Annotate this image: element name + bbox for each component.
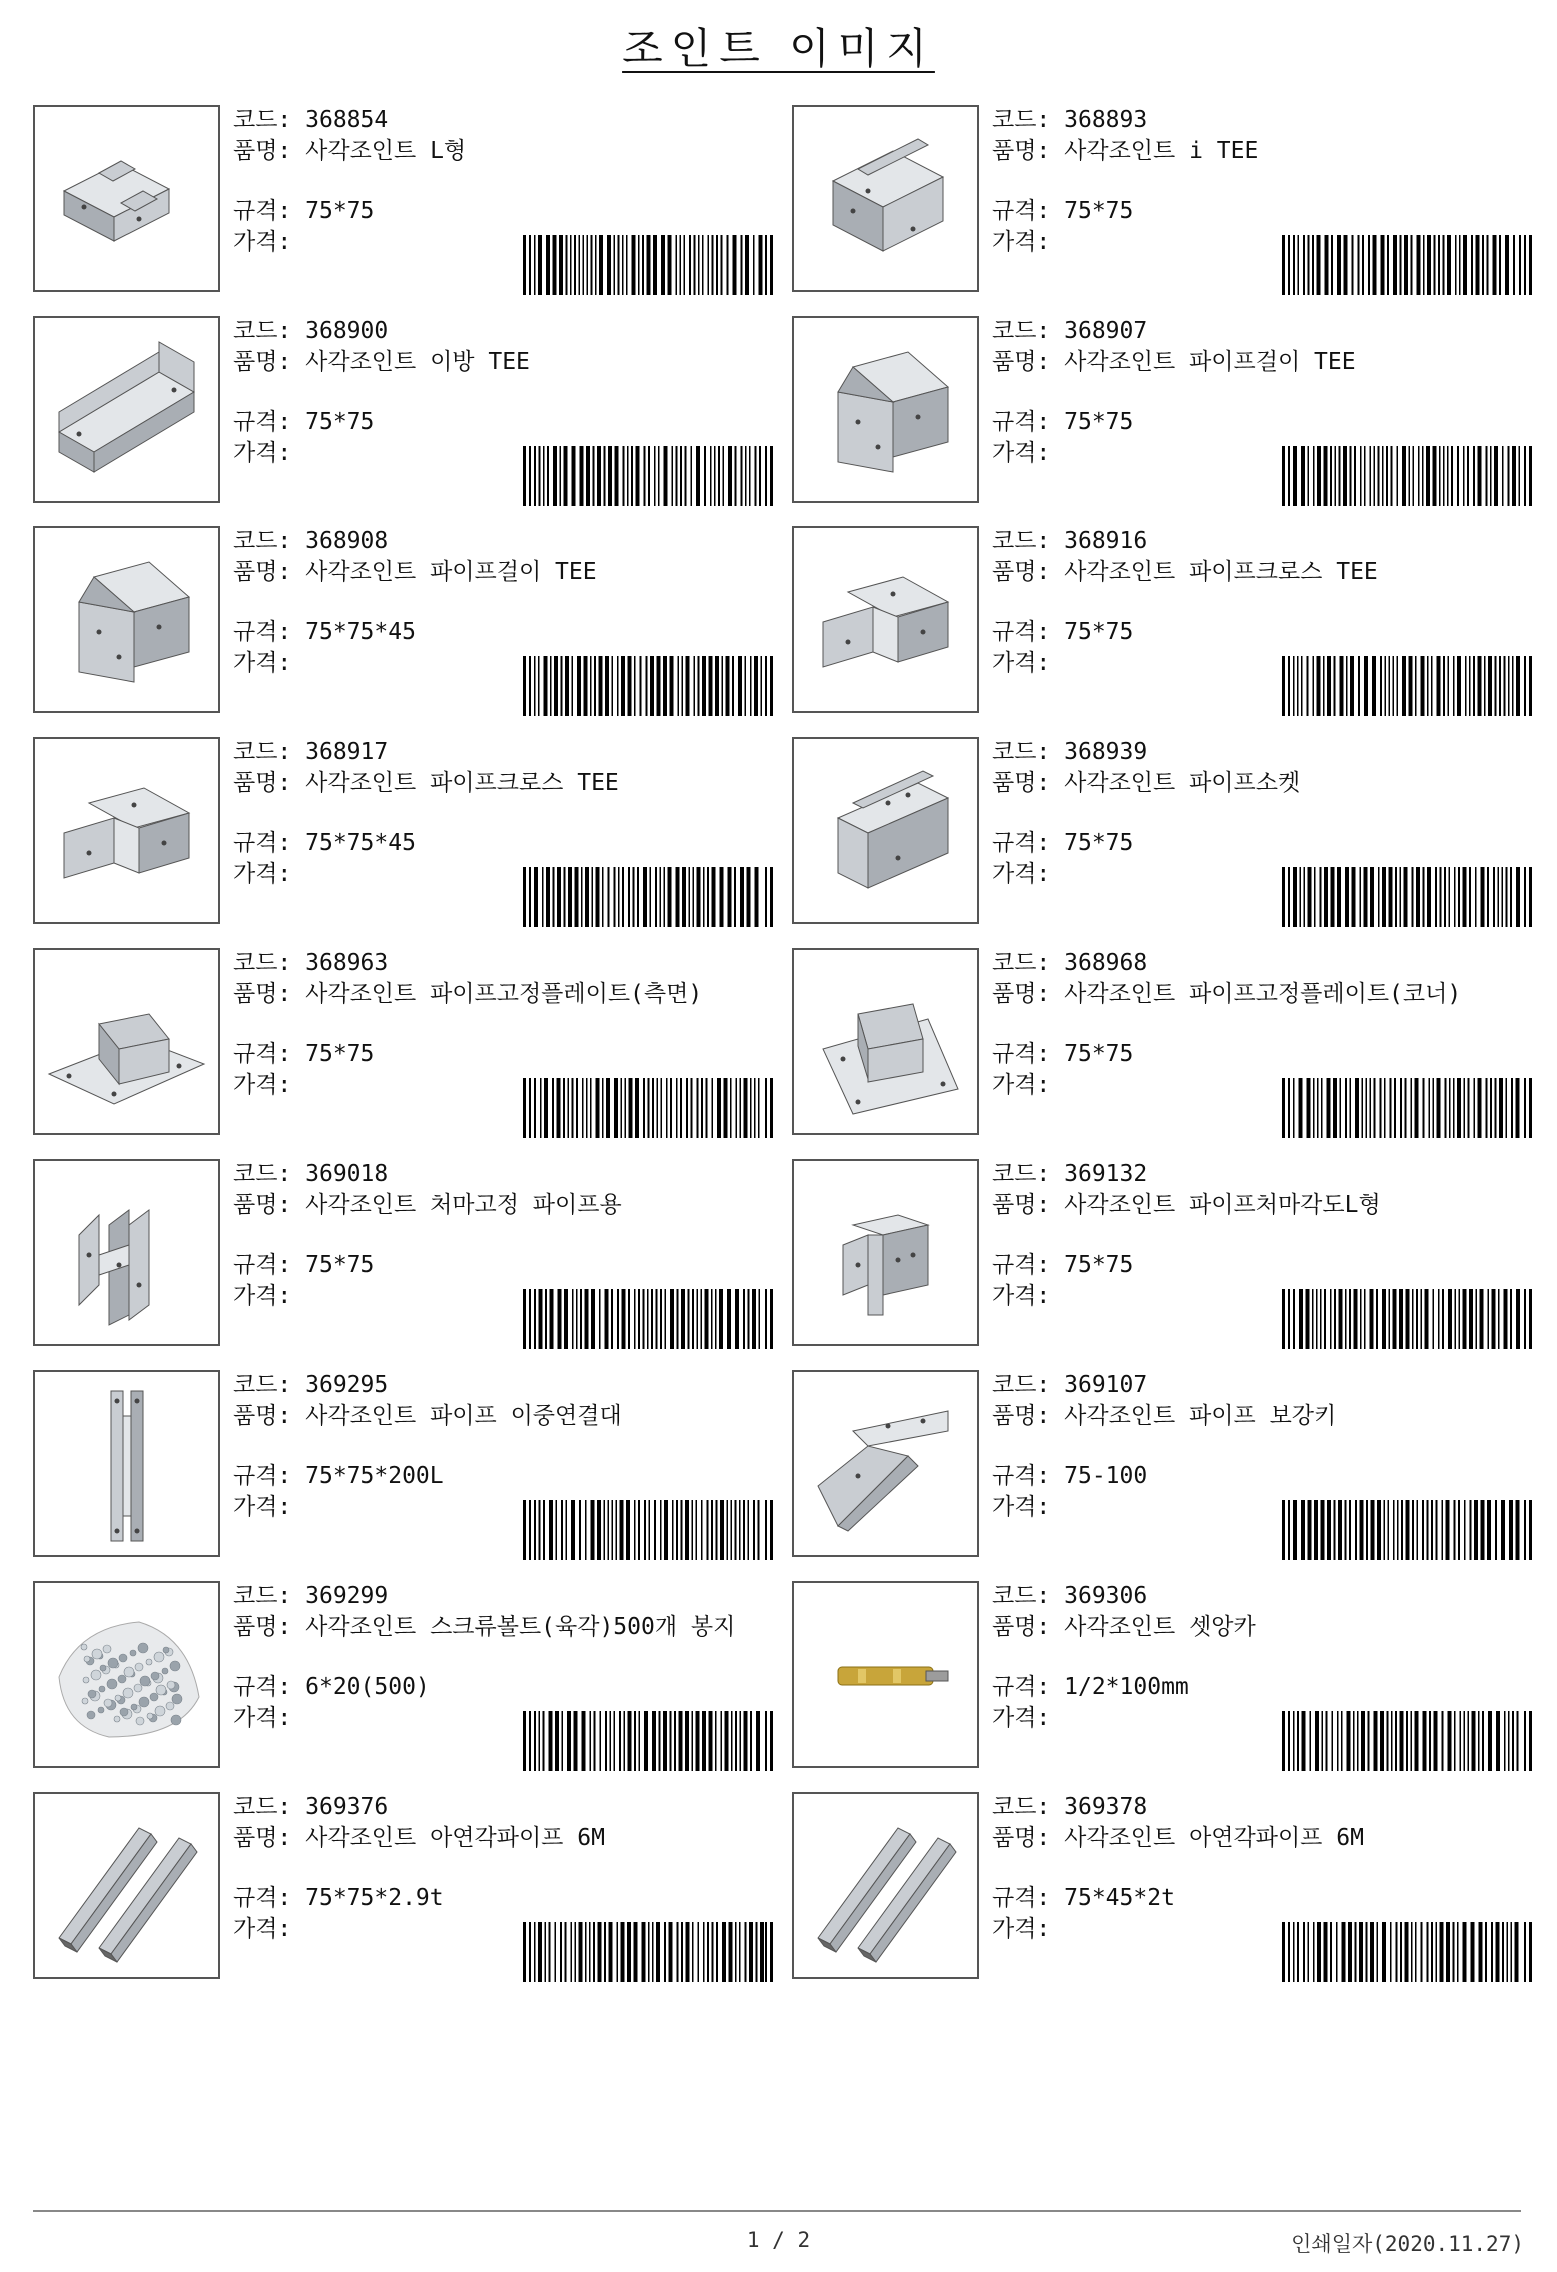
product-card bbox=[792, 526, 1532, 716]
set-anchor-illustration bbox=[798, 1587, 973, 1762]
product-price: 가격: bbox=[992, 1283, 1051, 1309]
product-image bbox=[792, 105, 979, 292]
product-card bbox=[792, 1159, 1532, 1349]
product-card bbox=[33, 1792, 773, 1982]
product-name: 품명: 사각조인트 파이프고정플레이트(측면) bbox=[233, 981, 703, 1007]
eaves-angle-bracket-illustration bbox=[798, 1165, 973, 1340]
product-spec: 규격: 75*75*200L bbox=[233, 1463, 444, 1489]
fixing-plate-side-illustration bbox=[39, 954, 214, 1129]
product-name: 품명: 사각조인트 이방 TEE bbox=[233, 349, 530, 375]
product-code: 코드: 368939 bbox=[992, 739, 1148, 765]
product-image bbox=[792, 526, 979, 713]
pipe-cross-tee-joint-illustration bbox=[798, 532, 973, 707]
product-code: 코드: 369107 bbox=[992, 1372, 1148, 1398]
product-code: 코드: 368917 bbox=[233, 739, 389, 765]
screw-bolt-bag-illustration bbox=[39, 1587, 214, 1762]
product-image bbox=[792, 1370, 979, 1557]
product-name: 품명: 사각조인트 파이프고정플레이트(코너) bbox=[992, 981, 1462, 1007]
two-way-tee-joint-illustration bbox=[39, 322, 214, 497]
product-card bbox=[33, 737, 773, 927]
product-barcode bbox=[1282, 1922, 1532, 1982]
product-price: 가격: bbox=[233, 1916, 292, 1942]
product-barcode bbox=[523, 1711, 773, 1771]
product-barcode bbox=[523, 1078, 773, 1138]
print-date: 인쇄일자(2020.11.27) bbox=[1291, 2232, 1524, 2256]
product-card bbox=[33, 316, 773, 506]
double-connector-bar-illustration bbox=[39, 1376, 214, 1551]
product-barcode bbox=[1282, 656, 1532, 716]
eaves-fixing-bracket-illustration bbox=[39, 1165, 214, 1340]
product-barcode bbox=[523, 1922, 773, 1982]
product-price: 가격: bbox=[233, 229, 292, 255]
pipe-hanger-tee-joint-illustration bbox=[39, 532, 214, 707]
product-barcode bbox=[523, 867, 773, 927]
product-name: 품명: 사각조인트 i TEE bbox=[992, 138, 1259, 164]
product-name: 품명: 사각조인트 처마고정 파이프용 bbox=[233, 1192, 622, 1218]
pipe-hanger-tee-joint-illustration bbox=[798, 322, 973, 497]
product-name: 품명: 사각조인트 스크류볼트(육각)500개 봉지 bbox=[233, 1614, 736, 1640]
product-spec: 규격: 75*75*45 bbox=[233, 619, 416, 645]
product-barcode bbox=[1282, 1711, 1532, 1771]
product-card bbox=[792, 1370, 1532, 1560]
product-image bbox=[33, 105, 220, 292]
product-spec: 규격: 75*75 bbox=[992, 830, 1134, 856]
product-image bbox=[33, 526, 220, 713]
product-code: 코드: 368854 bbox=[233, 107, 389, 133]
product-price: 가격: bbox=[992, 650, 1051, 676]
product-spec: 규격: 1/2*100mm bbox=[992, 1674, 1189, 1700]
product-name: 품명: 사각조인트 파이프걸이 TEE bbox=[233, 559, 597, 585]
product-barcode bbox=[1282, 1500, 1532, 1560]
product-image bbox=[33, 1159, 220, 1346]
product-image bbox=[792, 1581, 979, 1768]
product-image bbox=[792, 1159, 979, 1346]
product-code: 코드: 368968 bbox=[992, 950, 1148, 976]
L-type-joint-illustration bbox=[39, 111, 214, 286]
product-name: 품명: 사각조인트 아연각파이프 6M bbox=[992, 1825, 1364, 1851]
pipe-socket-illustration bbox=[798, 743, 973, 918]
product-card bbox=[33, 1370, 773, 1560]
galvanized-square-pipe-illustration bbox=[798, 1798, 973, 1973]
product-spec: 규격: 75*75 bbox=[992, 1252, 1134, 1278]
product-price: 가격: bbox=[233, 650, 292, 676]
product-name: 품명: 사각조인트 파이프처마각도L형 bbox=[992, 1192, 1381, 1218]
product-spec: 규격: 75*45*2t bbox=[992, 1885, 1175, 1911]
product-code: 코드: 368893 bbox=[992, 107, 1148, 133]
product-image bbox=[33, 1792, 220, 1979]
pipe-cross-tee-joint-illustration bbox=[39, 743, 214, 918]
product-name: 품명: 사각조인트 셋앙카 bbox=[992, 1614, 1256, 1640]
product-price: 가격: bbox=[992, 1072, 1051, 1098]
product-spec: 규격: 75*75 bbox=[992, 409, 1134, 435]
product-barcode bbox=[1282, 446, 1532, 506]
product-code: 코드: 368916 bbox=[992, 528, 1148, 554]
product-image bbox=[792, 316, 979, 503]
product-spec: 규격: 75*75 bbox=[233, 1252, 375, 1278]
product-name: 품명: 사각조인트 L형 bbox=[233, 138, 467, 164]
product-spec: 규격: 75*75*2.9t bbox=[233, 1885, 444, 1911]
reinforcement-key-illustration bbox=[798, 1376, 973, 1551]
product-code: 코드: 368900 bbox=[233, 318, 389, 344]
product-barcode bbox=[523, 1289, 773, 1349]
product-price: 가격: bbox=[992, 1916, 1051, 1942]
product-card bbox=[792, 105, 1532, 295]
product-name: 품명: 사각조인트 파이프소켓 bbox=[992, 770, 1301, 796]
product-price: 가격: bbox=[233, 1072, 292, 1098]
product-code: 코드: 369378 bbox=[992, 1794, 1148, 1820]
product-spec: 규격: 75*75 bbox=[992, 198, 1134, 224]
product-card bbox=[792, 948, 1532, 1138]
product-price: 가격: bbox=[992, 440, 1051, 466]
fixing-plate-corner-illustration bbox=[798, 954, 973, 1129]
footer-divider bbox=[33, 2210, 1521, 2212]
product-barcode bbox=[523, 446, 773, 506]
product-spec: 규격: 6*20(500) bbox=[233, 1674, 430, 1700]
product-barcode bbox=[1282, 1289, 1532, 1349]
i-tee-joint-illustration bbox=[798, 111, 973, 286]
product-card bbox=[33, 948, 773, 1138]
product-barcode bbox=[1282, 867, 1532, 927]
product-spec: 규격: 75*75 bbox=[233, 198, 375, 224]
product-image bbox=[792, 948, 979, 1135]
product-card bbox=[33, 105, 773, 295]
product-price: 가격: bbox=[992, 1705, 1051, 1731]
product-image bbox=[33, 737, 220, 924]
product-code: 코드: 369295 bbox=[233, 1372, 389, 1398]
galvanized-square-pipe-illustration bbox=[39, 1798, 214, 1973]
product-price: 가격: bbox=[233, 1283, 292, 1309]
product-card bbox=[792, 1581, 1532, 1771]
product-name: 품명: 사각조인트 파이프 보강키 bbox=[992, 1403, 1337, 1429]
product-image bbox=[33, 316, 220, 503]
product-barcode bbox=[523, 656, 773, 716]
product-price: 가격: bbox=[233, 861, 292, 887]
product-code: 코드: 369376 bbox=[233, 1794, 389, 1820]
page-title: 조인트 이미지 bbox=[622, 24, 935, 73]
product-barcode bbox=[523, 235, 773, 295]
product-price: 가격: bbox=[233, 1705, 292, 1731]
product-card bbox=[33, 1581, 773, 1771]
product-spec: 규격: 75*75 bbox=[992, 619, 1134, 645]
product-spec: 규격: 75-100 bbox=[992, 1463, 1148, 1489]
product-spec: 규격: 75*75 bbox=[992, 1041, 1134, 1067]
product-name: 품명: 사각조인트 파이프걸이 TEE bbox=[992, 349, 1356, 375]
product-card bbox=[33, 1159, 773, 1349]
product-code: 코드: 369018 bbox=[233, 1161, 389, 1187]
product-code: 코드: 368907 bbox=[992, 318, 1148, 344]
product-card bbox=[792, 737, 1532, 927]
product-code: 코드: 369306 bbox=[992, 1583, 1148, 1609]
product-card bbox=[792, 316, 1532, 506]
product-code: 코드: 368908 bbox=[233, 528, 389, 554]
product-name: 품명: 사각조인트 아연각파이프 6M bbox=[233, 1825, 605, 1851]
product-price: 가격: bbox=[233, 440, 292, 466]
product-spec: 규격: 75*75 bbox=[233, 409, 375, 435]
product-image bbox=[792, 737, 979, 924]
product-code: 코드: 369132 bbox=[992, 1161, 1148, 1187]
product-image bbox=[33, 1370, 220, 1557]
product-price: 가격: bbox=[992, 1494, 1051, 1520]
product-spec: 규격: 75*75*45 bbox=[233, 830, 416, 856]
product-barcode bbox=[1282, 235, 1532, 295]
product-name: 품명: 사각조인트 파이프크로스 TEE bbox=[233, 770, 619, 796]
product-name: 품명: 사각조인트 파이프크로스 TEE bbox=[992, 559, 1378, 585]
product-code: 코드: 369299 bbox=[233, 1583, 389, 1609]
product-code: 코드: 368963 bbox=[233, 950, 389, 976]
product-price: 가격: bbox=[992, 229, 1051, 255]
product-barcode bbox=[1282, 1078, 1532, 1138]
product-price: 가격: bbox=[233, 1494, 292, 1520]
product-name: 품명: 사각조인트 파이프 이중연결대 bbox=[233, 1403, 622, 1429]
page-number: 1 / 2 bbox=[746, 2228, 811, 2252]
product-card bbox=[33, 526, 773, 716]
product-spec: 규격: 75*75 bbox=[233, 1041, 375, 1067]
product-image bbox=[33, 1581, 220, 1768]
product-card bbox=[792, 1792, 1532, 1982]
product-image bbox=[792, 1792, 979, 1979]
product-barcode bbox=[523, 1500, 773, 1560]
product-price: 가격: bbox=[992, 861, 1051, 887]
product-image bbox=[33, 948, 220, 1135]
